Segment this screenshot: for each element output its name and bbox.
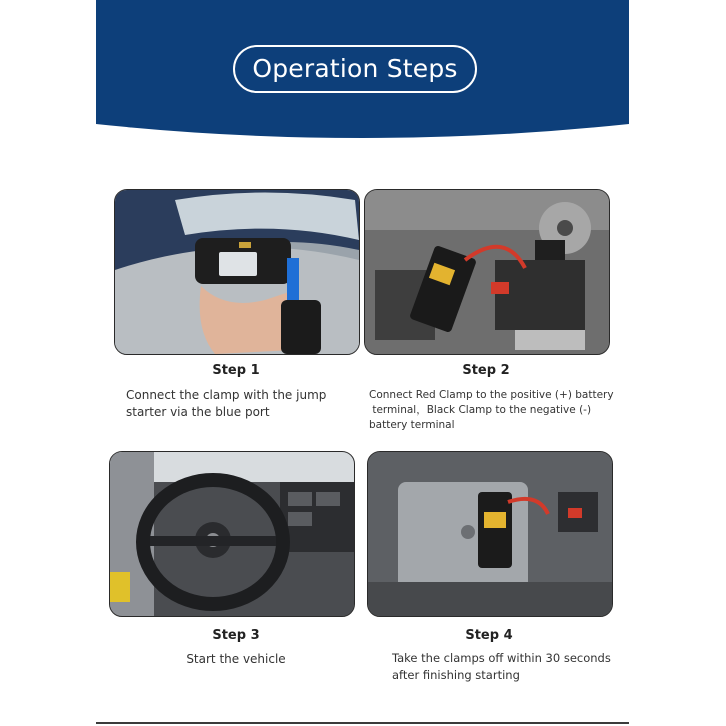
step-3-description: Start the vehicle xyxy=(186,652,286,666)
step-2-description xyxy=(369,388,614,433)
page-title: Operation Steps xyxy=(233,45,477,93)
step-4-label: Step 4 xyxy=(465,628,513,643)
step-2-description-line: terminal，Black Clamp to the negative (-) xyxy=(369,404,592,416)
step-2-photo xyxy=(364,189,610,355)
step-2-label: Step 2 xyxy=(462,363,510,378)
step-2-description-line: Connect Red Clamp to the positive (+) battery xyxy=(369,389,614,401)
step-4-description xyxy=(392,650,622,684)
header-banner xyxy=(96,0,629,150)
step-4-description-line: after finishing starting xyxy=(392,668,520,682)
step-4-photo xyxy=(367,451,613,617)
bottom-divider xyxy=(96,722,629,724)
product-info-sheet xyxy=(96,0,629,726)
step-1-photo xyxy=(114,189,360,355)
step-3-photo xyxy=(109,451,355,617)
step-2-description-line: battery terminal xyxy=(369,419,455,431)
step-4-description-line: Take the clamps off within 30 seconds xyxy=(392,651,611,665)
step-1-description: Connect the clamp with the jump starter via the blue port xyxy=(126,388,327,419)
step-1-label: Step 1 xyxy=(212,363,260,378)
step-3-label: Step 3 xyxy=(212,628,260,643)
